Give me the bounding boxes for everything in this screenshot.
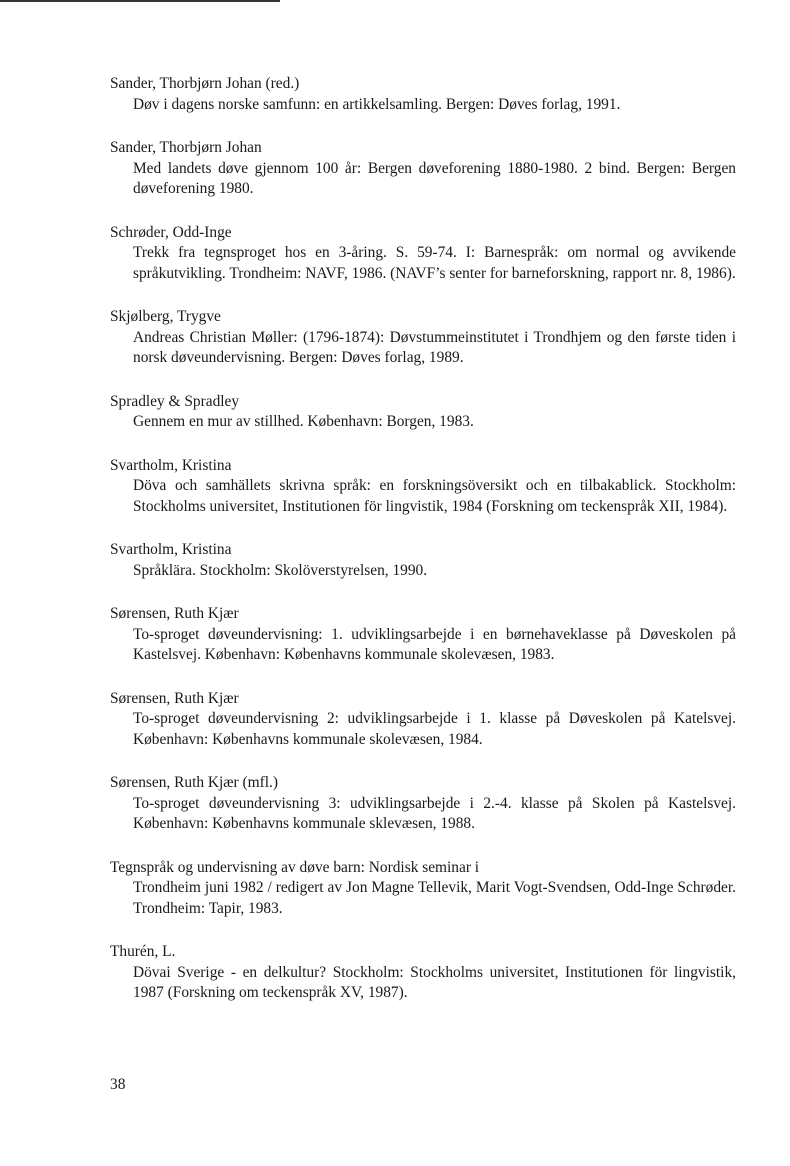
entry-text: Døv i dagens norske samfunn: en artikkelsamling. Bergen: Døves forlag, 1991. [133,95,621,113]
entry-author: Sander, Thorbjørn Johan (red.) [110,75,300,92]
entry-author: Svartholm, Kristina [110,541,232,558]
entry-text: To-sproget døveundervisning: 1. udviklingsarbejde i en børnehaveklasse på Døveskolen på Kastelsvej. København: Københavns kommunale skolevæsen, 1983. [133,625,736,663]
entry-author: Sørensen, Ruth Kjær [110,605,239,622]
entry-author: Thurén, L. [110,943,176,960]
entry-author: Schrøder, Odd-Inge [110,223,232,241]
entry-author: Skjølberg, Trygve [110,308,221,325]
bibliography-entry [110,456,736,518]
entry-text: To-sproget døveundervisning 3: udviklingsarbejde i 2.-4. klasse på Skolen på Kastelsvej. København: Københavns kommunale sklevæsen, 1988. [133,794,736,832]
entry-text: Trondheim juni 1982 / redigert av Jon Magne Tellevik, Marit Vogt-Svendsen, Odd-Inge Schrøder. Trondheim: Tapir, 1983. [133,879,736,917]
entry-text: To-sproget døveundervisning 2: udviklingsarbejde i 1. klasse på Døveskolen på Katelsvej. København: Københavns kommunale skolevæsen, 1984. [133,710,736,748]
page-number: 38 [110,1076,126,1093]
top-rule [0,0,280,2]
bibliography-entry [110,942,736,1004]
entry-text: Med landets døve gjennom 100 år: Bergen døveforening 1880-1980. 2 bind. Bergen: Bergen døveforening 1980. [133,159,736,197]
entry-author: Sørensen, Ruth Kjær (mfl.) [110,774,278,791]
entry-text: Dövai Sverige - en delkultur? Stockholm: Stockholms universitet, Institutionen för lingvistik, 1987 (Forskning om teckenspråk XV, 1987). [133,963,736,1001]
bibliography-entry [110,689,736,751]
bibliography-entry [110,307,736,369]
bibliography-entry [110,773,736,835]
entry-author: Spradley & Spradley [110,392,240,410]
entry-author: Tegnspråk og undervisning av døve barn: Nordisk seminar i [110,858,480,876]
entry-text: Språklära. Stockholm: Skolöverstyrelsen, 1990. [133,561,428,579]
bibliography-list [110,74,736,1027]
entry-author: Sander, Thorbjørn Johan [110,139,262,156]
bibliography-entry [110,540,736,581]
bibliography-entry [110,392,736,433]
entry-author: Sørensen, Ruth Kjær [110,689,239,707]
entry-author: Svartholm, Kristina [110,456,232,474]
bibliography-entry [110,138,736,200]
bibliography-entry [110,74,736,115]
bibliography-entry [110,858,736,920]
entry-text: Andreas Christian Møller: (1796-1874): Døvstummeinstitutet i Trondhjem og den første tiden i norsk døveundervisning. Bergen: Døves forlag, 1989. [133,328,736,366]
entry-text: Trekk fra tegnsproget hos en 3-åring. S. 59-74. I: Barnespråk: om normal og avvikende språkutvikling. Trondheim: NAVF, 1986. (NAVF’s senter for barneforskning, rapport nr. 8, 1986). [133,244,736,282]
entry-text: Gennem en mur av stillhed. København: Borgen, 1983. [133,413,474,430]
entry-text: Döva och samhällets skrivna språk: en forskningsöversikt och en tilbakablick. Stockholm: Stockholms universitet, Institutionen för lingvistik, 1984 (Forskning om teckenspråk XII, 1984). [133,477,736,515]
bibliography-entry [110,604,736,666]
bibliography-entry [110,223,736,285]
